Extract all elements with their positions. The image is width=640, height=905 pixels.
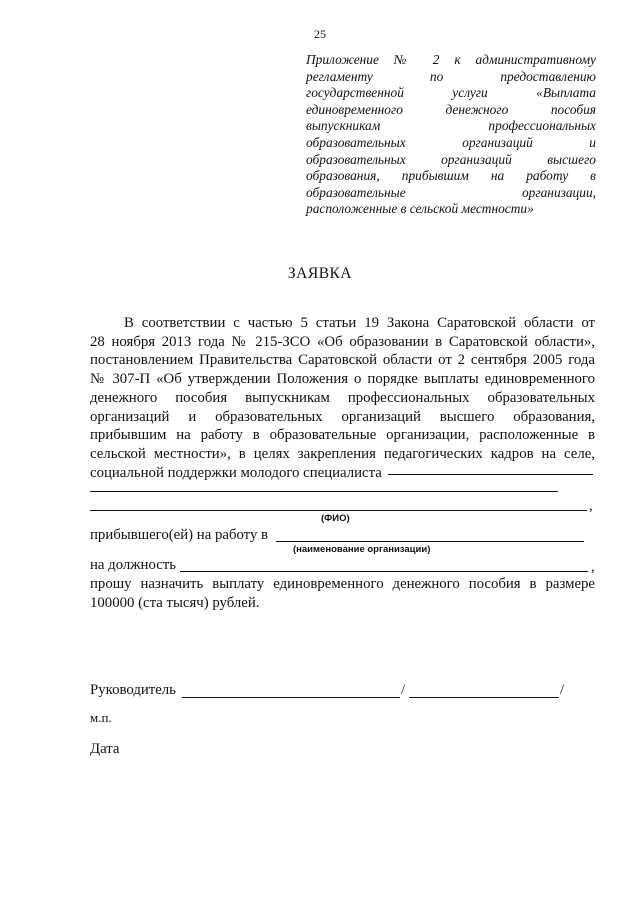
body-line: денежного пособия выпускникам профессиональных образовательных [90, 389, 595, 406]
body-line: № 307-П «Об утверждении Положения о порядке выплаты единовременного [90, 371, 595, 388]
body-line: В соответствии с частью 5 статьи 19 Закона Саратовской области от [124, 315, 595, 331]
appendix-line: Приложение № 2 к административному [306, 52, 596, 67]
appendix-line: единовременного денежного пособия [306, 101, 596, 117]
appendix-line: государственной услуги «Выплата [306, 85, 596, 101]
position-label: на должность [90, 557, 176, 573]
comma: , [591, 559, 595, 575]
specialist-name-line-1[interactable] [388, 474, 593, 475]
appendix-line: образования, прибывшим на работу в [306, 168, 596, 184]
slash: / [401, 682, 406, 698]
stamp-label: м.п. [90, 710, 112, 725]
body-line: постановлением Правительства Саратовской области от 2 сентября 2005 года [90, 352, 595, 369]
appendix-note [306, 52, 596, 218]
arrived-label: прибывшего(ей) на работу в [90, 527, 269, 543]
body-line: 28 ноября 2013 года № 215-ЗСО «Об образовании в Саратовской области», [90, 333, 595, 350]
request-line: 100000 (ста тысяч) рублей. [90, 595, 260, 611]
appendix-line: образовательных организаций и [306, 134, 596, 150]
document-title: ЗАЯВКА [287, 265, 353, 282]
specialist-name-line-2[interactable] [90, 491, 558, 492]
body-line: социальной поддержки молодого специалиста [90, 464, 382, 481]
specialist-name-line-3[interactable] [90, 510, 587, 511]
position-line[interactable] [180, 571, 588, 572]
page-number: 25 [314, 27, 326, 41]
date-label: Дата [90, 741, 120, 757]
body-line: организаций и образовательных организаций высшего образования, [90, 408, 595, 425]
organization-name-line[interactable] [276, 541, 584, 542]
request-line: прошу назначить выплату единовременного денежного пособия в размере [90, 576, 595, 592]
application-body [90, 314, 595, 482]
head-name-line[interactable] [409, 697, 559, 698]
body-line: сельской местности», в целях закрепления педагогических кадров на селе, [90, 445, 595, 462]
body-line: прибывшим на работу в образовательные организации, расположенные в [90, 427, 595, 444]
organization-caption: (наименование организации) [293, 544, 431, 555]
appendix-line: регламенту по предоставлению [306, 68, 596, 84]
appendix-line: выпускникам профессиональных [306, 118, 596, 134]
comma: , [589, 498, 593, 514]
appendix-line: образовательных организаций высшего [306, 151, 596, 167]
head-label: Руководитель [90, 682, 176, 698]
fio-caption: (ФИО) [321, 513, 350, 524]
appendix-line: образовательные организации, [306, 184, 596, 200]
head-signature-line[interactable] [182, 697, 400, 698]
slash: / [560, 682, 565, 698]
appendix-line: расположенные в сельской местности» [306, 201, 534, 217]
